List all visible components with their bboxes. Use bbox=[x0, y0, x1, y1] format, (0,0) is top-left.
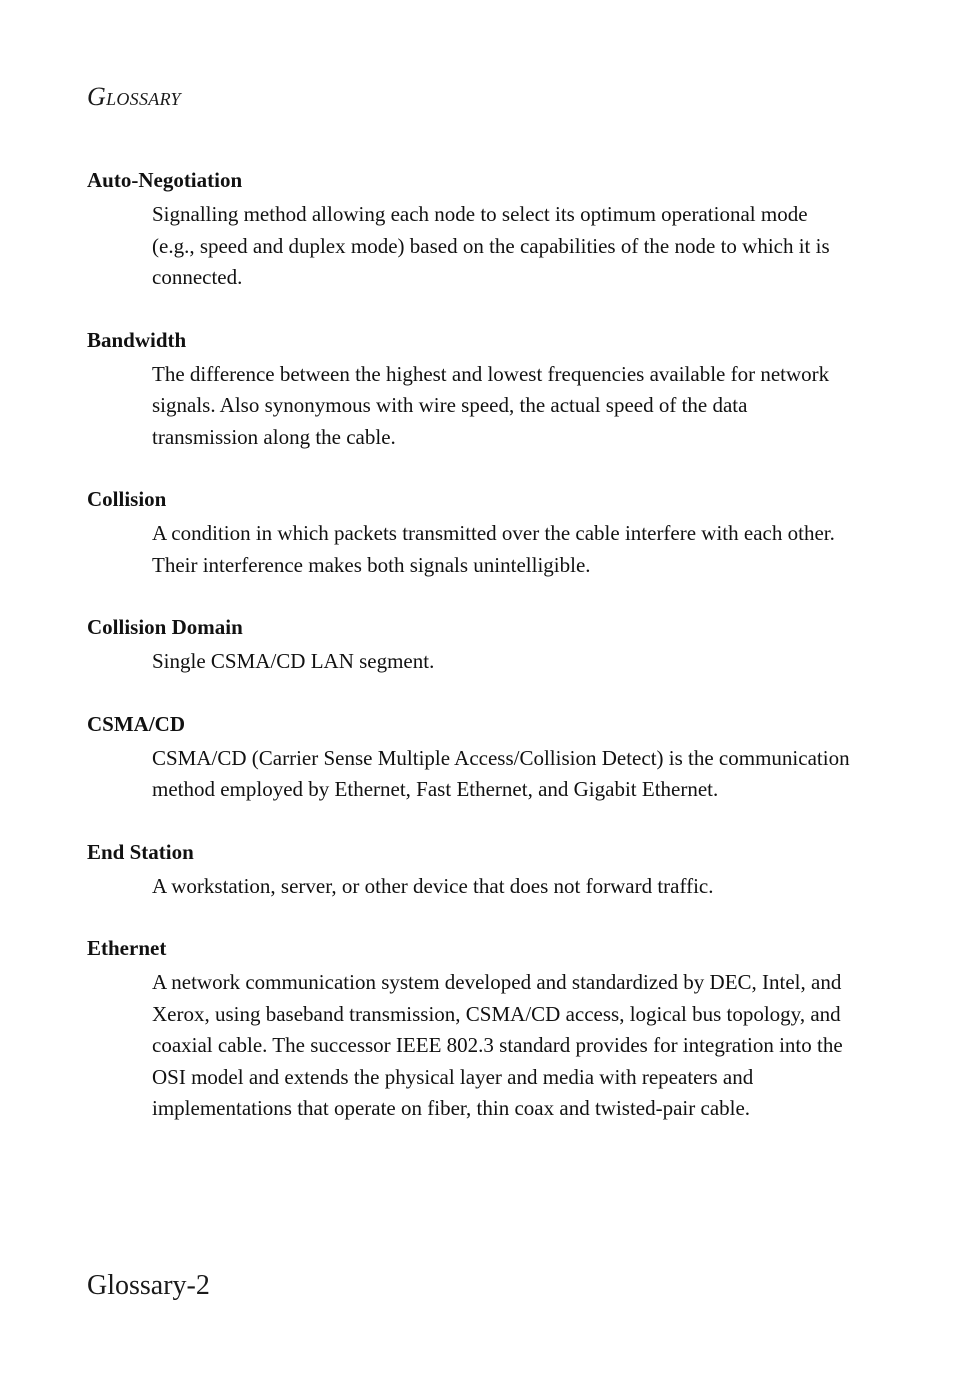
glossary-term: Collision bbox=[87, 487, 167, 511]
glossary-entry bbox=[87, 166, 857, 294]
glossary-term: End Station bbox=[87, 839, 194, 864]
glossary-definition: Single CSMA/CD LAN segment. bbox=[152, 649, 435, 673]
glossary-entry bbox=[87, 838, 857, 903]
glossary-term: Collision Domain bbox=[87, 615, 243, 639]
running-header: Glossary bbox=[87, 82, 181, 111]
glossary-entry bbox=[87, 710, 857, 806]
glossary-term: Bandwidth bbox=[87, 327, 187, 352]
glossary-definition: A condition in which packets transmitted over the cable interfere with each other. Their interference makes both signals unintelligible. bbox=[152, 521, 835, 577]
glossary-entry bbox=[87, 934, 857, 1125]
glossary-definition: A network communication system developed and standardized by DEC, Intel, and Xerox, using baseband transmission, CSMA/CD access, logical bus topology, and coaxial cable. The successor IEEE 802.3 standard provides for integration into the OSI model and extends the physical layer and media with repeaters and implementations that operate on fiber, thin coax and twisted-pair cable. bbox=[152, 970, 843, 1120]
glossary-term: Ethernet bbox=[87, 936, 167, 960]
glossary-definition: A workstation, server, or other device that does not forward traffic. bbox=[152, 873, 714, 898]
glossary-term: CSMA/CD bbox=[87, 711, 185, 736]
glossary-entries bbox=[87, 166, 857, 1157]
page-number: Glossary-2 bbox=[87, 1270, 210, 1301]
glossary-entry bbox=[87, 485, 857, 581]
glossary-definition: CSMA/CD (Carrier Sense Multiple Access/Collision Detect) is the communication method employed by Ethernet, Fast Ethernet, and Gigabit Ethernet. bbox=[152, 745, 850, 801]
glossary-term: Auto-Negotiation bbox=[87, 168, 243, 192]
glossary-entry bbox=[87, 326, 857, 454]
glossary-entry bbox=[87, 613, 857, 678]
glossary-definition: Signalling method allowing each node to select its optimum operational mode (e.g., speed and duplex mode) based on the capabilities of the node to which it is connected. bbox=[152, 202, 830, 289]
glossary-definition: The difference between the highest and lowest frequencies available for network signals. Also synonymous with wire speed, the actual speed of the data transmission along the cable. bbox=[152, 361, 830, 449]
